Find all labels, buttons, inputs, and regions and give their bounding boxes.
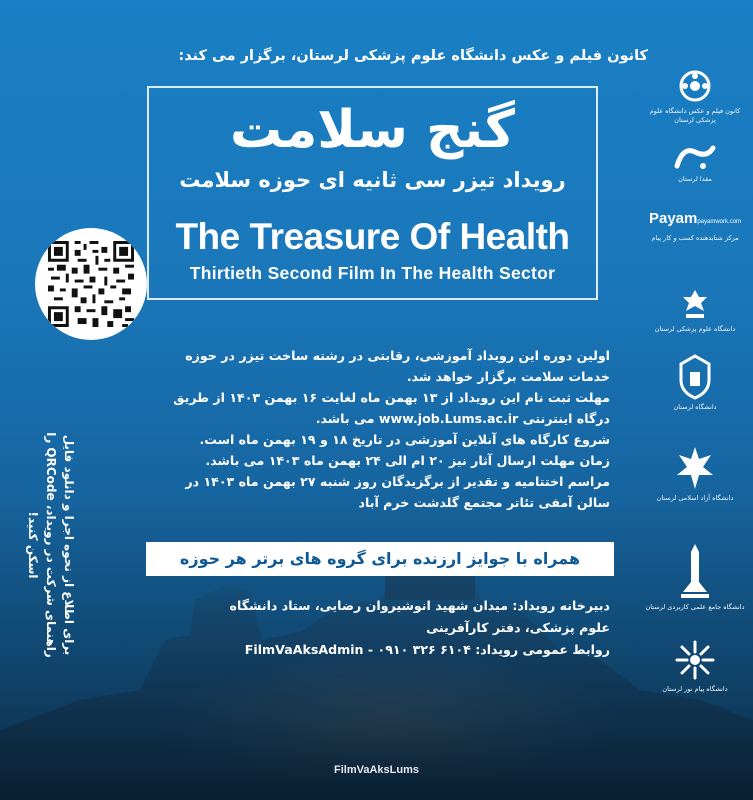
sponsor-payame-noor-label: دانشگاه پیام نور لرستان: [662, 685, 728, 693]
pr-label: روابط عمومی رویداد:: [475, 642, 610, 657]
pr-phone[interactable]: ۰۹۱۰ ۳۲۶ ۶۱۰۴: [377, 642, 471, 657]
detail-submission: زمان مهلت ارسال آثار نیز ۲۰ ام الی ۲۴ بهمن ماه ۱۴۰۳ می باشد.: [205, 453, 610, 468]
sponsor-lums: [645, 288, 745, 334]
organizer-line: کانون فیلم و عکس دانشگاه علوم پزشکی لرستان، برگزار می کند:: [178, 48, 648, 64]
sponsor-maghda: [645, 142, 745, 184]
film-club-logo-icon: [675, 68, 715, 104]
azad-university-logo-icon: [675, 445, 715, 491]
detail-registration-text: مهلت ثبت نام این رویداد از ۱۳ بهمن ماه لغایت ۱۶ بهمن ۱۴۰۳ از طریق درگاه اینترنتی: [173, 390, 610, 426]
sponsor-film-club: [645, 68, 745, 125]
qr-code[interactable]: [35, 228, 147, 340]
sponsor-azad-university: [645, 445, 745, 503]
contact-info: [205, 595, 610, 661]
sponsor-azad-university-label: دانشگاه آزاد اسلامی لرستان: [656, 494, 734, 502]
public-relations: [205, 639, 610, 661]
detail-registration: [158, 387, 610, 429]
qr-instruction-line2: راهنمای شرکت در رویداد، QRCode را اسکن کنید!: [26, 432, 58, 658]
sponsor-payam: [645, 210, 745, 243]
secretariat-address: دبیرخانه رویداد: میدان شهید انوشیروان رضایی، ستاد دانشگاه علوم پزشکی، دفتر کارآفرینی: [229, 598, 610, 635]
sponsor-film-club-label: کانون فیلم و عکس دانشگاه علوم پزشکی لرستان: [649, 107, 741, 124]
pr-handle[interactable]: FilmVaAksAdmin: [244, 642, 364, 657]
sponsor-payame-noor: [645, 638, 745, 694]
registration-url-link[interactable]: www.job.Lums.ac.ir: [378, 411, 519, 426]
sponsor-payam-caption: مرکز شتابدهنده کسب و کار پیام: [651, 234, 739, 242]
prizes-banner: همراه با جوایز ارزنده برای گروه های برتر هر حوزه: [146, 542, 614, 576]
detail-intro: اولین دوره این رویداد آموزشی، رقابتی در رشته ساخت تیزر در حوزه خدمات سلامت برگزار خواهد شد.: [185, 348, 610, 384]
payam-logo-small: payamwork.com: [697, 219, 742, 225]
english-subtitle: Thirtieth Second Film In The Health Sector: [189, 263, 556, 283]
persian-title: گنج سلامت: [230, 100, 515, 160]
sponsor-lums-label: دانشگاه علوم پزشکی لرستان: [654, 325, 736, 333]
detail-registration-end: می باشد.: [315, 411, 375, 426]
footer-handle: FilmVaAksLums: [334, 764, 419, 776]
maghda-logo-icon: [673, 142, 717, 172]
sponsor-lorestan-university-label: دانشگاه لرستان: [673, 403, 717, 411]
persian-subtitle: رویداد تیزر سی ثانیه ای حوزه سلامت: [179, 168, 566, 192]
payame-noor-logo-icon: [673, 638, 717, 682]
sponsor-lorestan-university: [645, 354, 745, 412]
qr-code-icon: [48, 241, 134, 327]
sponsor-maghda-label: مقدا لرستان: [678, 175, 712, 183]
detail-ceremony: مراسم اختتامیه و تقدیر از برگزیدگان روز شنبه ۲۷ بهمن ماه ۱۴۰۳ در سالن آمفی تئاتر مجتمع گلدشت خرم آباد: [185, 474, 610, 510]
english-title: The Treasure Of Health: [175, 216, 570, 257]
applied-science-university-logo-icon: [677, 542, 713, 600]
qr-instruction: [24, 420, 78, 670]
event-details: [158, 345, 610, 513]
sponsor-applied-science-label: دانشگاه جامع علمی کاربردی لرستان: [645, 603, 745, 611]
title-frame: [147, 86, 598, 300]
lums-logo-icon: [678, 288, 712, 322]
sponsor-applied-science: [645, 542, 745, 612]
payam-logo-text: Payam: [648, 210, 698, 227]
pr-separator: -: [367, 642, 374, 657]
payam-logo-icon: [645, 210, 745, 231]
qr-instruction-line1: برای اطلاع از نحوه اجرا و دانلود فایل: [62, 434, 76, 656]
detail-workshops: شروع کارگاه های آنلاین آموزشی در تاریخ ۱۸ و ۱۹ بهمن ماه است.: [199, 432, 610, 447]
lorestan-university-logo-icon: [678, 354, 712, 400]
